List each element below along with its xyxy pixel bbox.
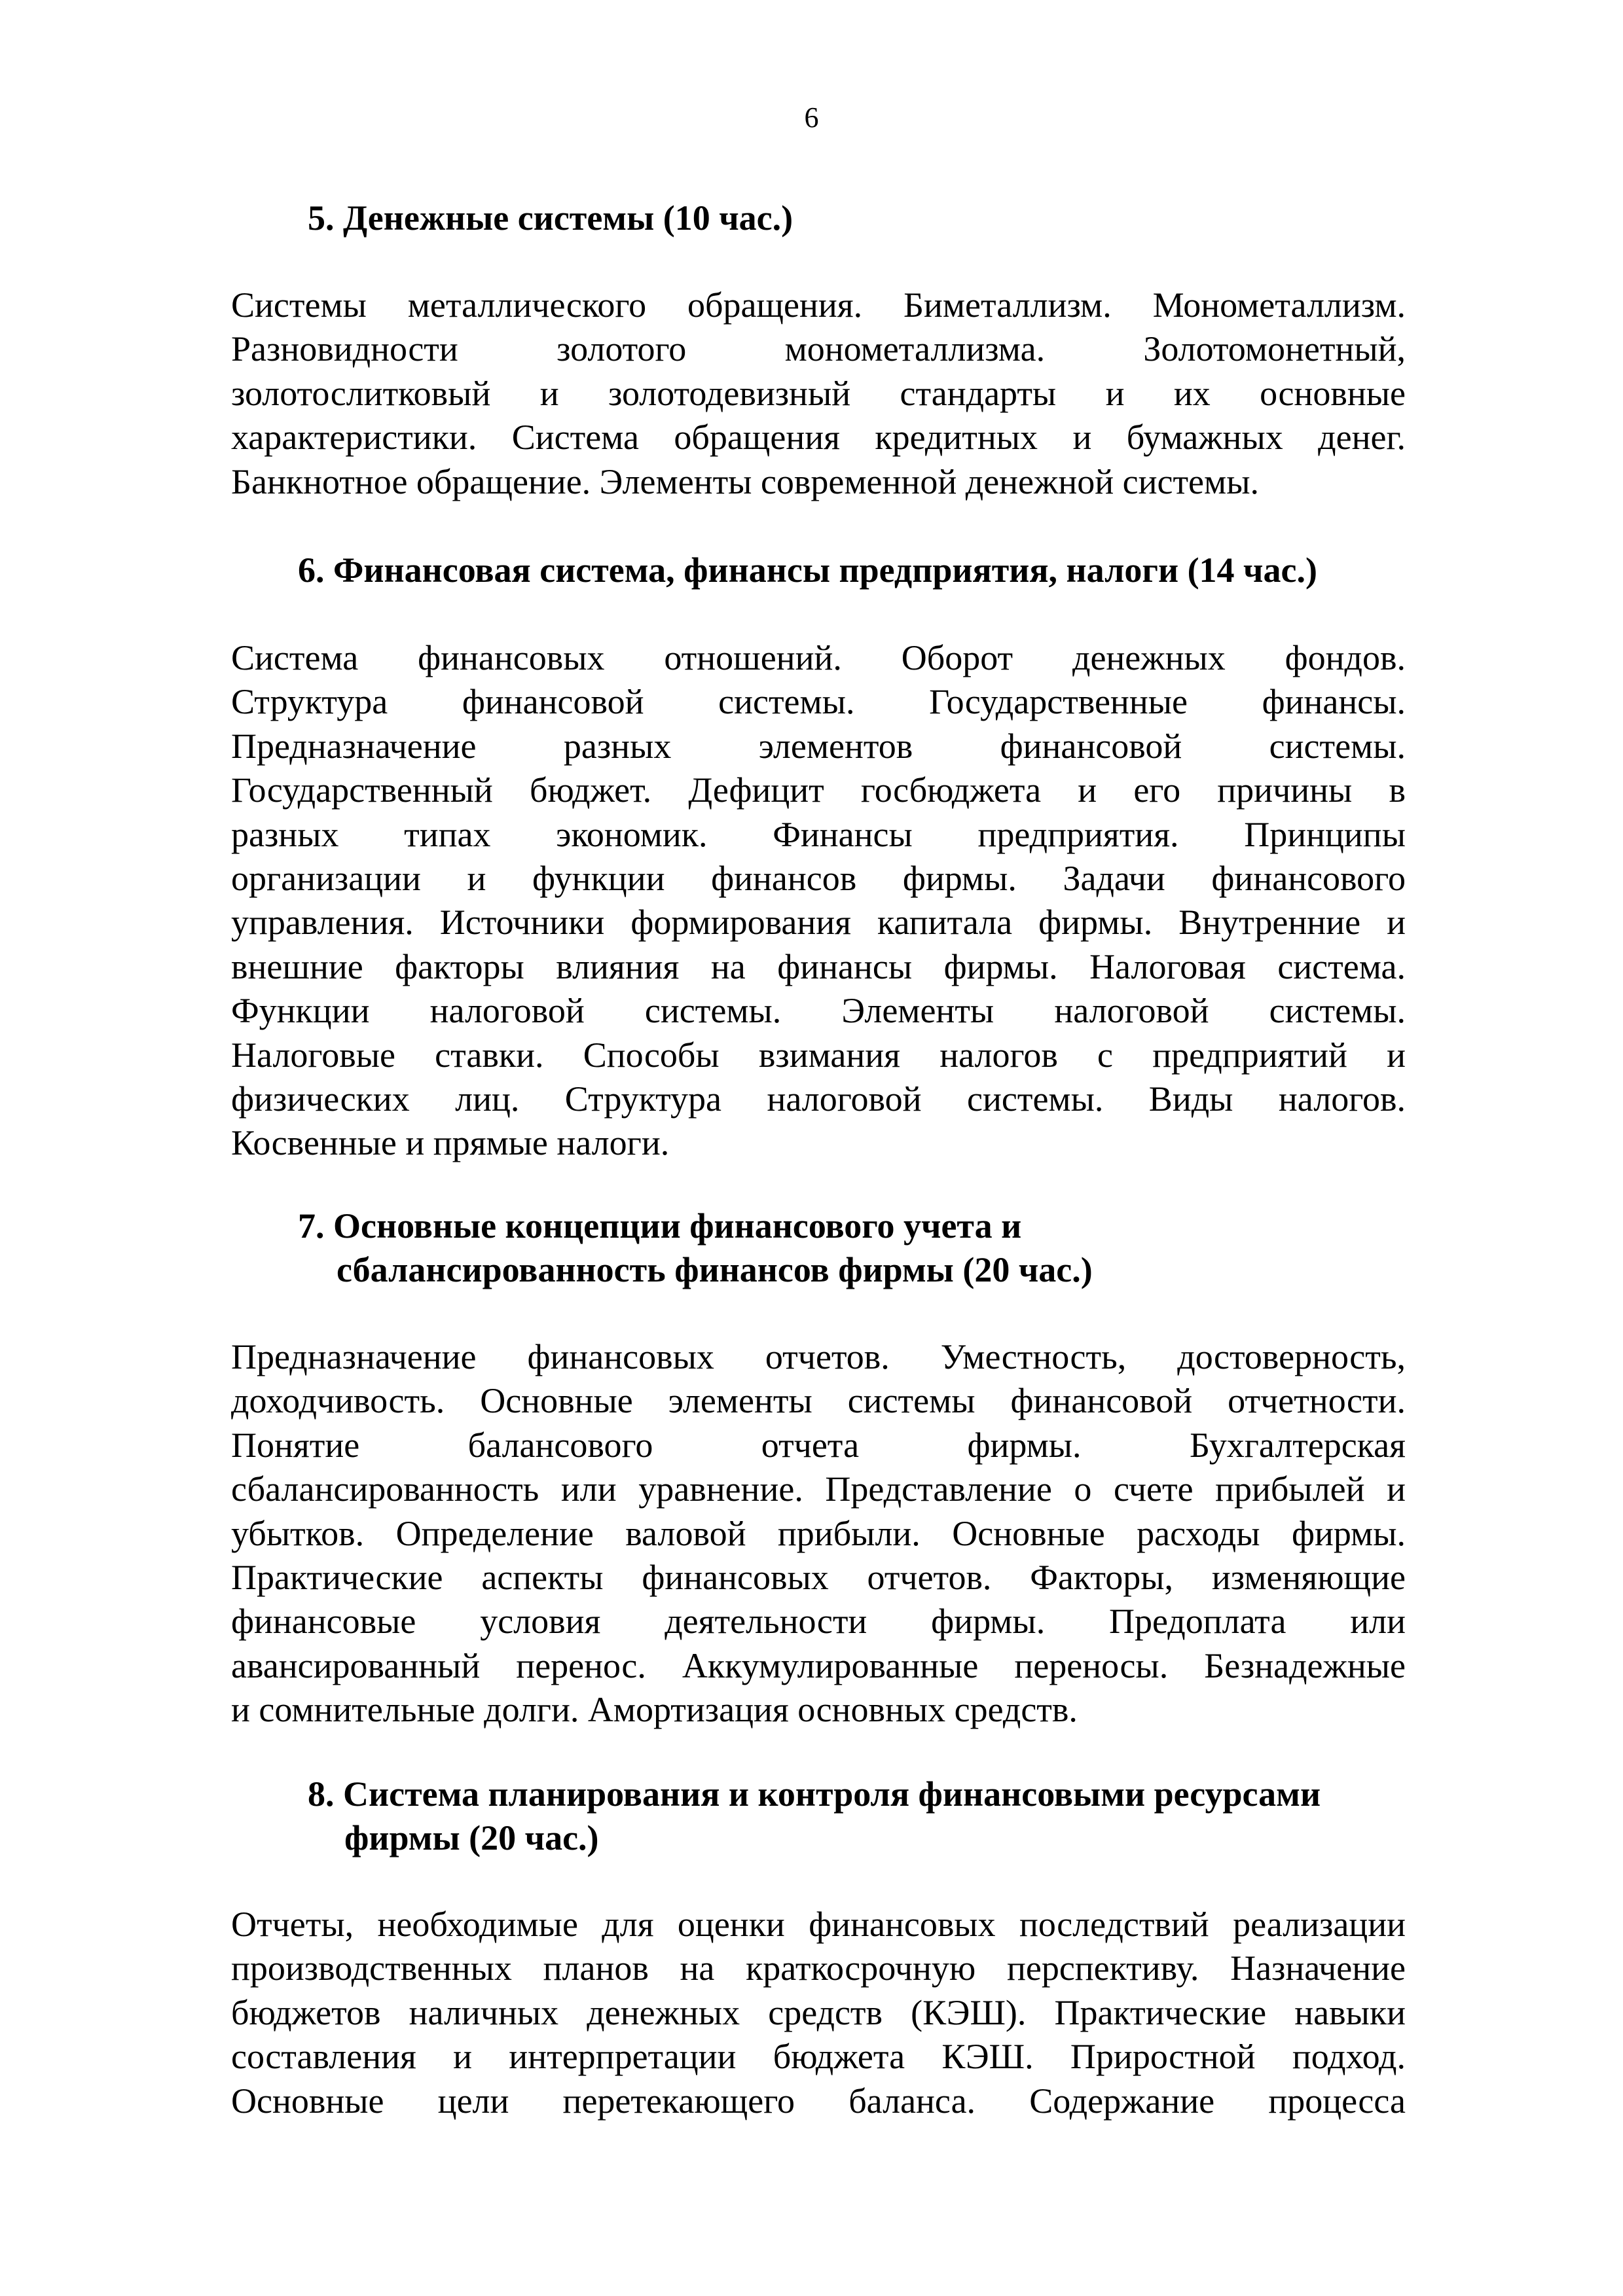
section-7-heading-line: сбалансированность финансов фирмы (20 час.): [337, 1250, 1093, 1289]
text-line: управления. Источники формирования капитала фирмы. Внутренние и: [231, 903, 1406, 942]
text-line: внешние факторы влияния на финансы фирмы. Налоговая система.: [231, 946, 1406, 986]
section-6-heading: [298, 548, 1317, 592]
text-line: Практические аспекты финансовых отчетов. Факторы, изменяющие: [231, 1557, 1406, 1597]
text-line: организации и функции финансов фирмы. Задачи финансового: [231, 858, 1406, 898]
text-line: физических лиц. Структура налоговой системы. Виды налогов.: [231, 1079, 1406, 1119]
text-line: Разновидности золотого монометаллизма. Золотомонетный,: [231, 329, 1406, 369]
text-line: доходчивость. Основные элементы системы финансовой отчетности.: [231, 1381, 1406, 1421]
page-number: 6: [804, 101, 819, 134]
section-8-paragraph: [231, 1903, 1406, 2123]
text-line: убытков. Определение валовой прибыли. Основные расходы фирмы.: [231, 1513, 1406, 1553]
section-7-paragraph: [231, 1335, 1406, 1732]
text-line: финансовые условия деятельности фирмы. Предоплата или: [231, 1602, 1406, 1641]
text-line: Понятие балансового отчета фирмы. Бухгалтерская: [231, 1425, 1406, 1465]
text-line: Государственный бюджет. Дефицит госбюджета и его причины в: [231, 770, 1406, 810]
section-5-paragraph: [231, 283, 1406, 504]
text-line: Система финансовых отношений. Оборот денежных фондов.: [231, 638, 1406, 677]
text-line: разных типах экономик. Финансы предприятия. Принципы: [231, 814, 1406, 854]
section-8-heading-line: фирмы (20 час.): [344, 1818, 599, 1857]
text-line: Системы металлического обращения. Биметаллизм. Монометаллизм.: [231, 285, 1406, 325]
section-6-paragraph: [231, 636, 1406, 1166]
text-line: Предназначение финансовых отчетов. Уместность, достоверность,: [231, 1337, 1406, 1376]
section-5-heading-line: 5. Денежные системы (10 час.): [308, 198, 793, 238]
text-line: Банкнотное обращение. Элементы современной денежной системы.: [231, 461, 1259, 501]
text-line: Предназначение разных элементов финансовой системы.: [231, 726, 1406, 766]
section-7-heading-line: 7. Основные концепции финансового учета и: [298, 1206, 1022, 1246]
text-line: Налоговые ставки. Способы взимания налогов с предприятий и: [231, 1035, 1406, 1075]
text-line: Структура финансовой системы. Государственные финансы.: [231, 682, 1406, 722]
section-6-heading-line: 6. Финансовая система, финансы предприятия, налоги (14 час.): [298, 550, 1317, 590]
section-8-heading-line: 8. Система планирования и контроля финансовыми ресурсами: [308, 1774, 1321, 1814]
text-line: Основные цели перетекающего баланса. Содержание процесса: [231, 2081, 1406, 2121]
text-line: бюджетов наличных денежных средств (КЭШ). Практические навыки: [231, 1992, 1406, 2032]
section-7-heading: [298, 1204, 1093, 1292]
section-5-heading: [308, 196, 793, 240]
section-8-heading: [308, 1772, 1321, 1860]
text-line: и сомнительные долги. Амортизация основных средств.: [231, 1690, 1078, 1730]
text-line: характеристики. Система обращения кредитных и бумажных денег.: [231, 418, 1406, 457]
text-line: Функции налоговой системы. Элементы налоговой системы.: [231, 991, 1406, 1031]
text-line: золотослитковый и золотодевизный стандарты и их основные: [231, 373, 1406, 413]
text-line: производственных планов на краткосрочную перспективу. Назначение: [231, 1948, 1406, 1988]
text-line: составления и интерпретации бюджета КЭШ. Приростной подход.: [231, 2037, 1406, 2077]
text-line: сбалансированность или уравнение. Представление о счете прибылей и: [231, 1469, 1406, 1509]
text-line: Отчеты, необходимые для оценки финансовых последствий реализации: [231, 1905, 1406, 1944]
text-line: авансированный перенос. Аккумулированные переносы. Безнадежные: [231, 1645, 1406, 1685]
text-line: Косвенные и прямые налоги.: [231, 1123, 670, 1163]
